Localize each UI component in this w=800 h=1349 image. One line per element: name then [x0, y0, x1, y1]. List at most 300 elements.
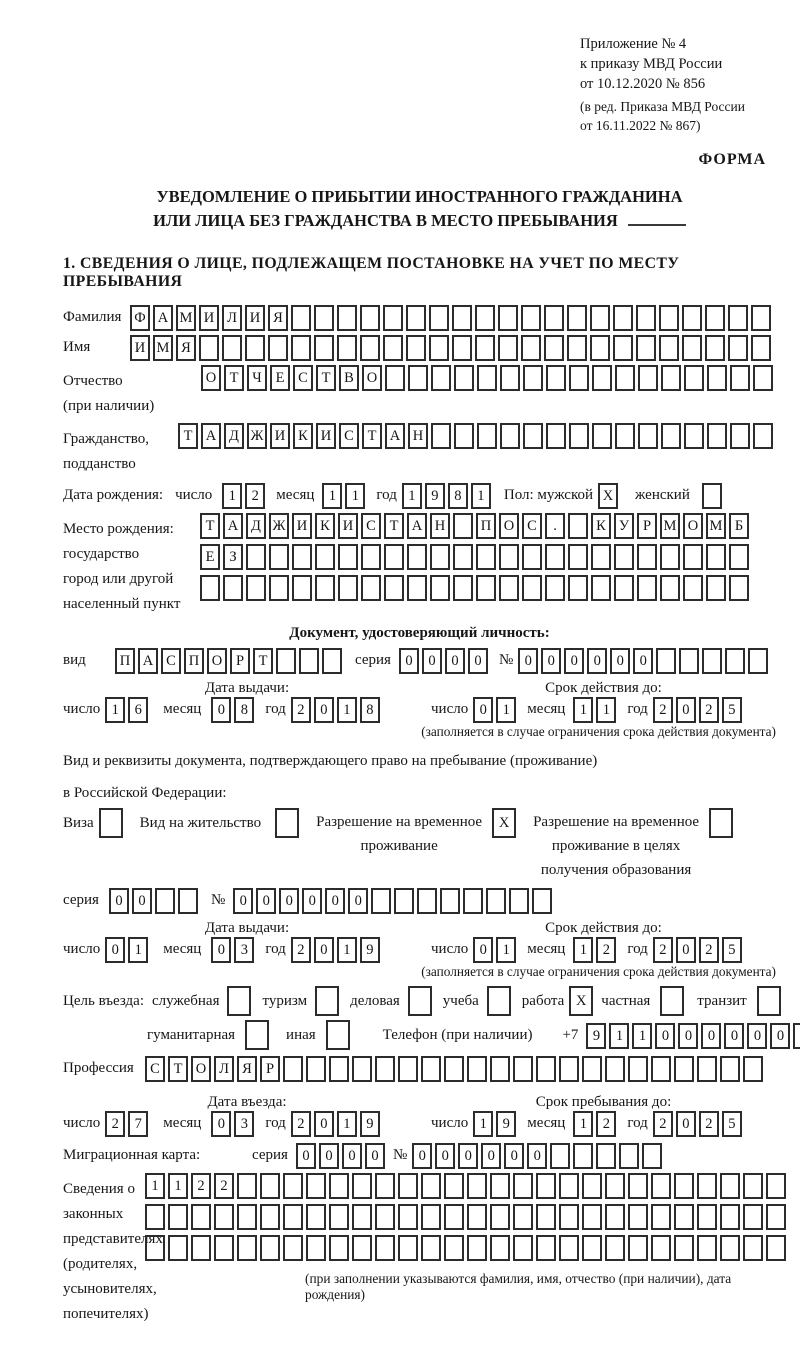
residence-doc-intro2: в Российской Федерации: — [63, 785, 227, 801]
char-box — [591, 575, 611, 601]
char-box — [660, 575, 680, 601]
char-box — [429, 305, 449, 331]
char-box — [513, 1173, 533, 1199]
char-box — [155, 888, 175, 914]
char-box — [352, 1173, 372, 1199]
form-title-line2-wrap — [63, 209, 776, 233]
char-box — [337, 305, 357, 331]
char-box: 0 — [302, 888, 322, 914]
char-box — [315, 544, 335, 570]
char-box — [421, 1173, 441, 1199]
sex-female-label: женский — [635, 487, 690, 503]
series-word: серия — [252, 1147, 288, 1163]
valid-day-boxes — [473, 697, 519, 723]
char-box — [360, 305, 380, 331]
citizenship-label: Гражданство, подданство — [63, 431, 150, 472]
char-box: 1 — [322, 483, 342, 509]
char-box — [683, 544, 703, 570]
char-box — [306, 1204, 326, 1230]
char-box — [444, 1235, 464, 1261]
char-box: 8 — [234, 697, 254, 723]
char-box: А — [138, 648, 158, 674]
char-box: 5 — [722, 1111, 742, 1137]
char-box: 9 — [360, 937, 380, 963]
issue-date-cell: число 1 6 месяц 0 8 год 2 0 1 8 — [63, 697, 431, 723]
year-word: год — [376, 487, 397, 503]
char-box: Ж — [247, 423, 267, 449]
char-box — [651, 1173, 671, 1199]
char-box: 0 — [701, 1023, 721, 1049]
char-box: 2 — [653, 697, 673, 723]
char-box: 0 — [422, 648, 442, 674]
char-box — [352, 1056, 372, 1082]
purpose-row: Цель въезда: служебная туризм деловая учеба работа X частная транзит — [63, 986, 776, 1016]
char-box — [728, 335, 748, 361]
char-box: А — [153, 305, 173, 331]
char-box — [614, 544, 634, 570]
char-box — [361, 544, 381, 570]
char-box — [375, 1056, 395, 1082]
char-box: 0 — [365, 1143, 385, 1169]
char-box: 1 — [573, 937, 593, 963]
char-box — [751, 335, 771, 361]
char-box — [753, 365, 773, 391]
char-box: О — [362, 365, 382, 391]
char-box — [660, 544, 680, 570]
char-box — [398, 1204, 418, 1230]
char-box — [766, 1173, 786, 1199]
issue-date-cell: число 0 1 месяц 0 3 год 2 0 1 9 — [63, 937, 431, 963]
char-box — [214, 1204, 234, 1230]
char-box — [615, 365, 635, 391]
char-box — [651, 1235, 671, 1261]
purpose-business-checkbox — [408, 986, 435, 1016]
purpose-other-checkbox — [326, 1020, 353, 1050]
char-box — [292, 544, 312, 570]
char-box — [299, 648, 319, 674]
char-box — [283, 1056, 303, 1082]
char-box — [499, 575, 519, 601]
char-box: И — [292, 513, 312, 539]
char-box — [569, 423, 589, 449]
char-box — [638, 365, 658, 391]
char-box — [429, 335, 449, 361]
char-box — [628, 1235, 648, 1261]
char-box — [659, 305, 679, 331]
stay-day-boxes — [473, 1111, 519, 1137]
char-box — [375, 1235, 395, 1261]
representatives-row3 — [145, 1235, 789, 1261]
citizenship-boxes — [178, 423, 776, 449]
char-box — [237, 1204, 257, 1230]
purpose-label: Цель въезда: — [63, 993, 144, 1009]
char-box — [145, 1235, 165, 1261]
doc-series-boxes — [399, 648, 491, 674]
char-box — [728, 305, 748, 331]
char-box — [329, 1173, 349, 1199]
form-title-line1: УВЕДОМЛЕНИЕ О ПРИБЫТИИ ИНОСТРАННОГО ГРАЖДАНИНА — [156, 187, 683, 206]
char-box: 9 — [360, 1111, 380, 1137]
char-box — [605, 1056, 625, 1082]
char-box: 0 — [481, 1143, 501, 1169]
char-box: 2 — [596, 937, 616, 963]
valid-until-cell: число 0 1 месяц 1 1 год 2 0 2 5 — [431, 697, 776, 723]
char-box: 0 — [473, 697, 493, 723]
char-box — [709, 808, 733, 838]
birth-place-row1 — [200, 513, 752, 539]
char-box: О — [191, 1056, 211, 1082]
char-box: 0 — [342, 1143, 362, 1169]
char-box: И — [316, 423, 336, 449]
char-box: 9 — [425, 483, 445, 509]
char-box — [753, 423, 773, 449]
purpose-private-checkbox — [660, 986, 687, 1016]
char-box — [375, 1173, 395, 1199]
char-box — [568, 575, 588, 601]
char-box: М — [176, 305, 196, 331]
char-box — [544, 305, 564, 331]
patronymic-row — [63, 365, 776, 419]
char-box: З — [223, 544, 243, 570]
doc-number-boxes — [518, 648, 771, 674]
char-box: 7 — [128, 1111, 148, 1137]
name-row — [63, 335, 776, 361]
char-box — [596, 1143, 616, 1169]
char-box — [227, 986, 251, 1016]
char-box — [751, 305, 771, 331]
char-box: 2 — [245, 483, 265, 509]
phone-label: Телефон (при наличии) — [382, 1027, 533, 1043]
char-box: 1 — [573, 697, 593, 723]
char-box — [329, 1235, 349, 1261]
char-box: Я — [268, 305, 288, 331]
char-box: 2 — [699, 697, 719, 723]
char-box — [729, 544, 749, 570]
char-box — [260, 1204, 280, 1230]
char-box — [707, 423, 727, 449]
representatives-row1 — [145, 1173, 789, 1199]
char-box — [661, 365, 681, 391]
char-box — [706, 544, 726, 570]
char-box: Р — [230, 648, 250, 674]
char-box — [637, 575, 657, 601]
identity-doc-date-headers — [63, 678, 776, 697]
char-box: 0 — [314, 697, 334, 723]
char-box — [523, 365, 543, 391]
char-box: 1 — [496, 697, 516, 723]
char-box: Я — [237, 1056, 257, 1082]
char-box — [260, 1235, 280, 1261]
char-box — [559, 1204, 579, 1230]
char-box: 1 — [496, 937, 516, 963]
char-box — [546, 423, 566, 449]
residence-doc-types-row — [63, 808, 776, 882]
char-box — [475, 335, 495, 361]
char-box — [590, 305, 610, 331]
representatives-boxes — [145, 1173, 789, 1303]
char-box — [651, 1056, 671, 1082]
char-box: X — [598, 483, 618, 509]
char-box — [269, 544, 289, 570]
char-box: 8 — [360, 697, 380, 723]
char-box: 1 — [145, 1173, 165, 1199]
char-box: 0 — [325, 888, 345, 914]
char-box: 2 — [596, 1111, 616, 1137]
char-box: 1 — [596, 697, 616, 723]
char-box: Т — [178, 423, 198, 449]
char-box — [178, 888, 198, 914]
char-box: 0 — [445, 648, 465, 674]
char-box: Ч — [247, 365, 267, 391]
char-box — [793, 1023, 800, 1049]
char-box: 0 — [458, 1143, 478, 1169]
char-box: 2 — [105, 1111, 125, 1137]
char-box — [476, 544, 496, 570]
char-box — [567, 335, 587, 361]
char-box: К — [315, 513, 335, 539]
char-box: А — [223, 513, 243, 539]
char-box — [536, 1173, 556, 1199]
surname-row — [63, 305, 776, 331]
identity-doc-heading: Документ, удостоверяющий личность: — [289, 625, 550, 641]
name-label: Имя — [63, 339, 91, 355]
char-box — [642, 1143, 662, 1169]
char-box — [628, 1204, 648, 1230]
forma-label: ФОРМА — [698, 151, 766, 168]
char-box: С — [522, 513, 542, 539]
char-box: Ж — [269, 513, 289, 539]
char-box — [706, 575, 726, 601]
char-box — [659, 335, 679, 361]
char-box: 1 — [573, 1111, 593, 1137]
char-box — [361, 575, 381, 601]
stay-month-boxes — [573, 1111, 619, 1137]
char-box — [384, 575, 404, 601]
char-box — [463, 888, 483, 914]
residence-permit-label: Вид на жительство — [139, 815, 262, 831]
char-box — [638, 423, 658, 449]
phone-prefix: +7 — [562, 1027, 579, 1043]
char-box — [245, 335, 265, 361]
edu-permit-label: Разрешение на временное проживание в целях получения образования — [533, 814, 700, 878]
char-box — [532, 888, 552, 914]
char-box — [440, 888, 460, 914]
char-box — [191, 1235, 211, 1261]
profession-boxes — [145, 1056, 766, 1082]
char-box — [168, 1204, 188, 1230]
char-box: Д — [246, 513, 266, 539]
birth-place-boxes — [200, 513, 752, 606]
purpose-official-checkbox — [227, 986, 254, 1016]
char-box — [467, 1235, 487, 1261]
char-box: 0 — [399, 648, 419, 674]
char-box: . — [545, 513, 565, 539]
residence-doc-dates — [63, 937, 776, 963]
char-box — [291, 335, 311, 361]
char-box: И — [199, 305, 219, 331]
char-box — [246, 575, 266, 601]
char-box — [536, 1235, 556, 1261]
char-box: 2 — [291, 937, 311, 963]
char-box — [476, 575, 496, 601]
char-box: 3 — [234, 937, 254, 963]
char-box — [748, 648, 768, 674]
char-box: Т — [384, 513, 404, 539]
char-box — [398, 1056, 418, 1082]
char-box — [467, 1173, 487, 1199]
char-box: 0 — [211, 937, 231, 963]
birth-date-label: Дата рождения: — [63, 487, 164, 503]
char-box — [260, 1173, 280, 1199]
char-box — [398, 1173, 418, 1199]
char-box: 0 — [610, 648, 630, 674]
char-box — [559, 1173, 579, 1199]
char-box: С — [145, 1056, 165, 1082]
char-box: Ф — [130, 305, 150, 331]
char-box — [237, 1235, 257, 1261]
char-box: 0 — [279, 888, 299, 914]
char-box — [269, 575, 289, 601]
char-box — [683, 575, 703, 601]
char-box — [352, 1204, 372, 1230]
char-box: X — [492, 808, 516, 838]
form-title-line2: ИЛИ ЛИЦА БЕЗ ГРАЖДАНСТВА В МЕСТО ПРЕБЫВАНИЯ — [153, 211, 618, 230]
char-box: П — [115, 648, 135, 674]
char-box: П — [184, 648, 204, 674]
char-box — [582, 1235, 602, 1261]
char-box: 1 — [337, 697, 357, 723]
char-box — [720, 1235, 740, 1261]
char-box: Л — [214, 1056, 234, 1082]
char-box — [452, 335, 472, 361]
char-box — [522, 544, 542, 570]
title-blank-line — [628, 212, 686, 226]
char-box: 1 — [337, 937, 357, 963]
char-box: А — [385, 423, 405, 449]
char-box — [499, 544, 519, 570]
char-box — [444, 1204, 464, 1230]
char-box — [614, 575, 634, 601]
char-box — [360, 335, 380, 361]
char-box: 5 — [722, 697, 742, 723]
patronymic-boxes — [201, 365, 776, 391]
char-box — [490, 1173, 510, 1199]
entry-year-boxes — [291, 1111, 383, 1137]
char-box — [613, 305, 633, 331]
issue-day-boxes — [105, 697, 151, 723]
char-box — [283, 1235, 303, 1261]
char-box — [682, 305, 702, 331]
representatives-row2 — [145, 1204, 789, 1230]
birth-day-boxes — [222, 483, 268, 509]
char-box — [730, 423, 750, 449]
char-box: К — [591, 513, 611, 539]
char-box: 3 — [234, 1111, 254, 1137]
char-box — [283, 1173, 303, 1199]
char-box — [191, 1204, 211, 1230]
char-box — [383, 305, 403, 331]
char-box: К — [293, 423, 313, 449]
char-box: 0 — [319, 1143, 339, 1169]
char-box: 0 — [468, 648, 488, 674]
char-box — [314, 305, 334, 331]
char-box — [498, 305, 518, 331]
visa-checkbox — [99, 808, 126, 838]
char-box: 0 — [233, 888, 253, 914]
char-box: С — [339, 423, 359, 449]
char-box — [661, 423, 681, 449]
char-box — [513, 1204, 533, 1230]
valid-year-boxes — [653, 697, 745, 723]
char-box — [509, 888, 529, 914]
entry-month-boxes — [211, 1111, 257, 1137]
residence-number-boxes — [233, 888, 555, 914]
char-box — [145, 1204, 165, 1230]
valid-until-cell: число 0 1 месяц 1 2 год 2 0 2 5 — [431, 937, 776, 963]
char-box: Т — [362, 423, 382, 449]
name-boxes — [130, 335, 774, 361]
char-box: 2 — [291, 697, 311, 723]
char-box: Р — [637, 513, 657, 539]
char-box: Я — [176, 335, 196, 361]
char-box — [99, 808, 123, 838]
char-box: 2 — [191, 1173, 211, 1199]
char-box — [766, 1235, 786, 1261]
char-box — [615, 423, 635, 449]
issue-year-boxes — [291, 697, 383, 723]
char-box — [521, 335, 541, 361]
char-box: П — [476, 513, 496, 539]
char-box — [568, 513, 588, 539]
char-box — [697, 1204, 717, 1230]
char-box — [199, 335, 219, 361]
purpose-transit-checkbox — [757, 986, 784, 1016]
char-box — [725, 648, 745, 674]
char-box: Е — [270, 365, 290, 391]
profession-label: Профессия — [63, 1060, 134, 1076]
char-box: Д — [224, 423, 244, 449]
char-box: Н — [430, 513, 450, 539]
revision-line: от 16.11.2022 № 867) — [580, 118, 701, 133]
appendix-block — [580, 34, 776, 135]
char-box — [707, 365, 727, 391]
number-word: № — [498, 652, 514, 668]
char-box: 0 — [314, 937, 334, 963]
char-box: 0 — [314, 1111, 334, 1137]
char-box — [546, 365, 566, 391]
char-box — [521, 305, 541, 331]
char-box — [591, 544, 611, 570]
char-box — [338, 544, 358, 570]
char-box — [705, 305, 725, 331]
char-box: 2 — [291, 1111, 311, 1137]
char-box — [656, 648, 676, 674]
char-box — [338, 575, 358, 601]
issue-date-header: Дата выдачи: — [204, 680, 290, 696]
char-box: 0 — [256, 888, 276, 914]
char-box: 1 — [402, 483, 422, 509]
char-box — [743, 1056, 763, 1082]
char-box — [454, 423, 474, 449]
char-box — [697, 1056, 717, 1082]
char-box: С — [293, 365, 313, 391]
char-box: 2 — [653, 1111, 673, 1137]
char-box — [605, 1204, 625, 1230]
char-box: М — [706, 513, 726, 539]
char-box: Т — [316, 365, 336, 391]
char-box: И — [270, 423, 290, 449]
purpose-work-checkbox — [569, 986, 596, 1016]
